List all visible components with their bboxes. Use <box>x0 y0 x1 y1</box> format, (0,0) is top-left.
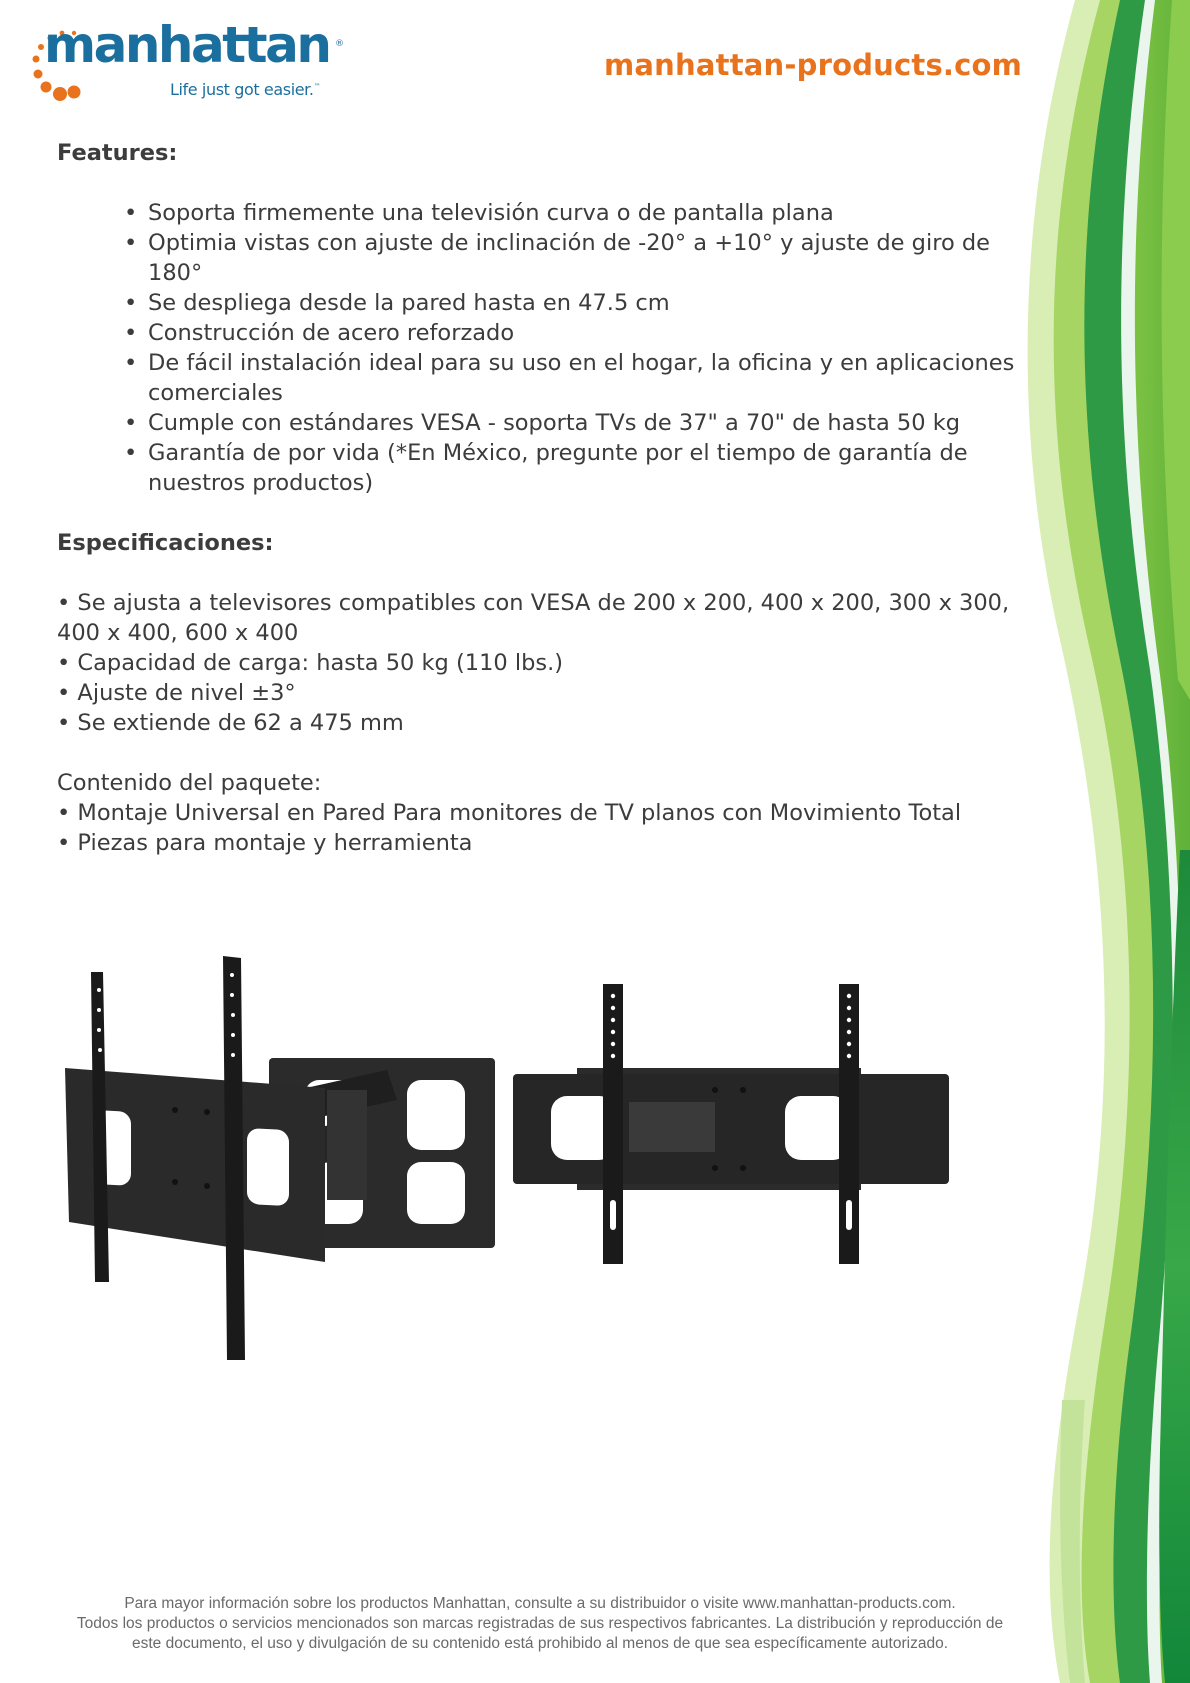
footer-line: Para mayor información sobre los productos Manhattan, consulte a su distribuidor o visite www.manhattan-products.com. <box>124 1595 956 1612</box>
spec-item: • Se ajusta a televisores compatibles con VESA de 200 x 200, 400 x 200, 300 x 300, 400 x 400, 600 x 400 <box>57 590 1010 646</box>
package-item: • Montaje Universal en Pared Para monitores de TV planos con Movimiento Total <box>57 800 962 826</box>
package-item: • Piezas para montaje y herramienta <box>57 830 473 856</box>
feature-item: • Cumple con estándares VESA - soporta TVs de 37" a 70" de hasta 50 kg <box>124 408 1027 438</box>
logo-registered-mark: ® <box>335 39 344 49</box>
features-list <box>57 198 1027 498</box>
product-image-angled <box>65 956 495 1360</box>
logo-tm-mark: ™ <box>313 82 321 91</box>
feature-item: • De fácil instalación ideal para su uso en el hogar, la oficina y en aplicaciones comerciales <box>124 348 1027 408</box>
main-content <box>57 138 1027 858</box>
product-images <box>57 950 957 1390</box>
product-image-front <box>513 984 949 1264</box>
package-title: Contenido del paquete: <box>57 770 322 796</box>
spec-item: • Capacidad de carga: hasta 50 kg (110 lbs.) <box>57 650 564 676</box>
site-url: manhattan-products.com <box>604 48 1023 82</box>
feature-item: • Soporta firmemente una televisión curva o de pantalla plana <box>124 198 1027 228</box>
logo-tagline-text: Life just got easier. <box>170 80 314 99</box>
feature-item: • Optimia vistas con ajuste de inclinación de -20° a +10° y ajuste de giro de 180° <box>124 228 1027 288</box>
feature-item: • Garantía de por vida (*En México, pregunte por el tiempo de garantía de nuestros productos) <box>124 438 1027 498</box>
manhattan-logo <box>28 14 358 104</box>
feature-item: • Se despliega desde la pared hasta en 47.5 cm <box>124 288 1027 318</box>
specs-list <box>57 588 1027 738</box>
specs-title: Especificaciones: <box>57 530 274 556</box>
spec-item: • Se extiende de 62 a 475 mm <box>57 710 404 736</box>
logo-tagline <box>170 80 320 99</box>
features-title: Features: <box>57 140 178 166</box>
logo-wordmark: manhattan <box>44 16 330 74</box>
footer-line: este documento, el uso y divulgación de su contenido está prohibido al menos de que sea específicamente autorizado. <box>132 1635 948 1652</box>
footer <box>40 1594 1040 1654</box>
feature-item: • Construcción de acero reforzado <box>124 318 1027 348</box>
spec-item: • Ajuste de nivel ±3° <box>57 680 296 706</box>
footer-line: Todos los productos o servicios mencionados son marcas registradas de sus respectivos fabricantes. La distribución y reproducción de <box>76 1615 1004 1632</box>
